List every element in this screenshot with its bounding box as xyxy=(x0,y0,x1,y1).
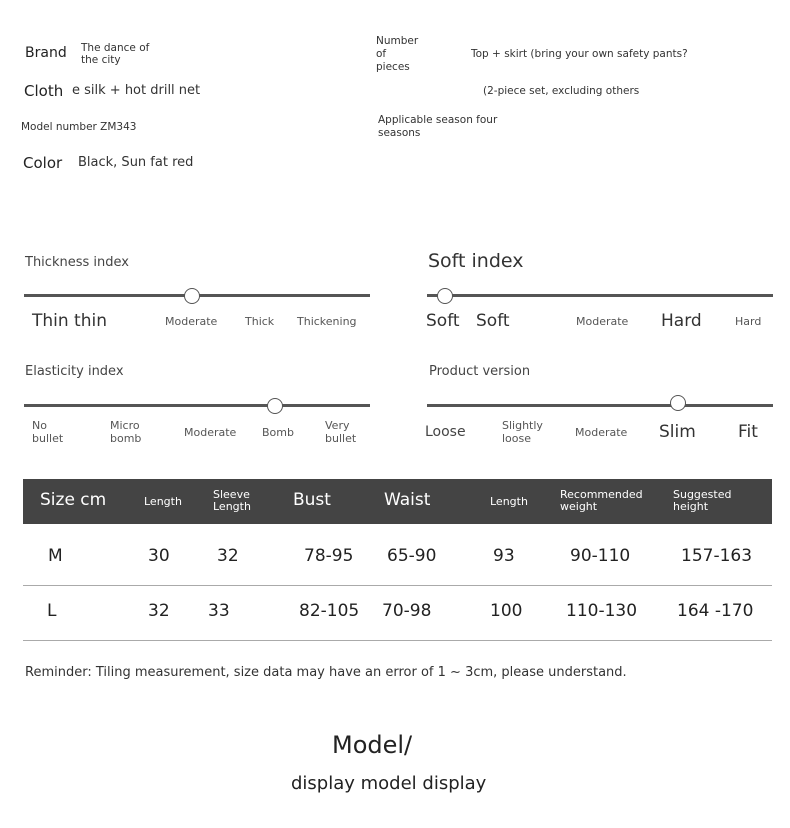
soft-option: Hard xyxy=(661,311,702,331)
header-bust: Bust xyxy=(293,490,331,510)
table-cell: 78-95 xyxy=(304,546,354,566)
table-cell: 32 xyxy=(148,601,170,621)
model-number: Model number ZM343 xyxy=(21,121,137,133)
elasticity-knob[interactable] xyxy=(267,398,283,414)
table-cell: M xyxy=(48,546,63,566)
version-option: Slightly xyxy=(502,419,543,432)
pieces-label-line2: of xyxy=(376,48,387,60)
table-cell: 164 -170 xyxy=(677,601,754,621)
version-knob[interactable] xyxy=(670,395,686,411)
pieces-value: Top + skirt (bring your own safety pants? xyxy=(471,48,688,60)
version-option: Slim xyxy=(659,422,696,442)
table-cell: 110-130 xyxy=(566,601,638,621)
thickness-option: Thick xyxy=(245,315,275,328)
model-subheading: display model display xyxy=(291,773,487,794)
thickness-option: Moderate xyxy=(165,315,218,328)
thickness-option: Thin thin xyxy=(32,311,107,331)
cloth-label: Cloth xyxy=(24,82,64,100)
elasticity-option: Bomb xyxy=(262,426,294,439)
header-waist: Waist xyxy=(384,490,431,510)
row-divider xyxy=(23,585,772,586)
elasticity-option: Moderate xyxy=(184,426,237,439)
pieces-label-line3: pieces xyxy=(376,61,410,73)
brand-value-line2: the city xyxy=(81,54,121,66)
pieces-label-line1: Number xyxy=(376,35,419,47)
season-line2: seasons xyxy=(378,127,421,139)
header-sleeve-line2: Length xyxy=(213,500,251,513)
elasticity-track xyxy=(24,404,370,407)
header-sleeve-line1: Sleeve xyxy=(213,488,250,501)
row-divider xyxy=(23,640,772,641)
header-size-cm: Size cm xyxy=(40,490,107,510)
elasticity-option: Very xyxy=(325,419,350,432)
elasticity-option: bullet xyxy=(325,432,357,445)
soft-knob[interactable] xyxy=(437,288,453,304)
header-weight-line1: Recommended xyxy=(560,488,643,501)
size-table-header xyxy=(23,479,772,524)
color-value: Black, Sun fat red xyxy=(78,155,194,170)
thickness-knob[interactable] xyxy=(184,288,200,304)
brand-label: Brand xyxy=(25,45,67,61)
soft-option: Moderate xyxy=(576,315,629,328)
elasticity-option: No xyxy=(32,419,47,432)
elasticity-option: bomb xyxy=(110,432,142,445)
model-heading: Model/ xyxy=(332,731,413,759)
reminder-text: Reminder: Tiling measurement, size data may have an error of 1 ~ 3cm, please understand. xyxy=(25,665,627,680)
soft-option: Soft xyxy=(476,311,510,331)
table-cell: 32 xyxy=(217,546,239,566)
brand-value-line1: The dance of xyxy=(81,42,150,54)
header-weight-line2: weight xyxy=(560,500,598,513)
table-cell: 93 xyxy=(493,546,515,566)
soft-option: Hard xyxy=(735,315,762,328)
table-cell: 82-105 xyxy=(299,601,360,621)
elasticity-option: bullet xyxy=(32,432,64,445)
header-height-line2: height xyxy=(673,500,709,513)
pieces-note: (2-piece set, excluding others xyxy=(483,85,640,97)
table-cell: 33 xyxy=(208,601,230,621)
table-cell: 70-98 xyxy=(382,601,432,621)
header-height-line1: Suggested xyxy=(673,488,732,501)
elasticity-option: Micro xyxy=(110,419,140,432)
soft-index-title: Soft index xyxy=(428,250,524,272)
header-length-2: Length xyxy=(490,495,528,508)
thickness-option: Thickening xyxy=(297,315,357,328)
table-cell: 90-110 xyxy=(570,546,631,566)
table-cell: 65-90 xyxy=(387,546,437,566)
table-cell: 30 xyxy=(148,546,170,566)
version-option: Moderate xyxy=(575,426,628,439)
soft-track xyxy=(427,294,773,297)
color-label: Color xyxy=(23,154,63,172)
soft-option: Soft xyxy=(426,311,460,331)
table-cell: 157-163 xyxy=(681,546,753,566)
cloth-value: e silk + hot drill net xyxy=(72,83,201,98)
version-track xyxy=(427,404,773,407)
product-version-title: Product version xyxy=(429,364,531,379)
thickness-index-title: Thickness index xyxy=(25,255,129,270)
version-option: Loose xyxy=(425,424,466,440)
version-option: Fit xyxy=(738,422,758,442)
season-line1: Applicable season four xyxy=(378,114,498,126)
table-cell: L xyxy=(47,601,57,621)
header-length: Length xyxy=(144,495,182,508)
version-option: loose xyxy=(502,432,532,445)
table-cell: 100 xyxy=(490,601,523,621)
elasticity-index-title: Elasticity index xyxy=(25,364,124,379)
